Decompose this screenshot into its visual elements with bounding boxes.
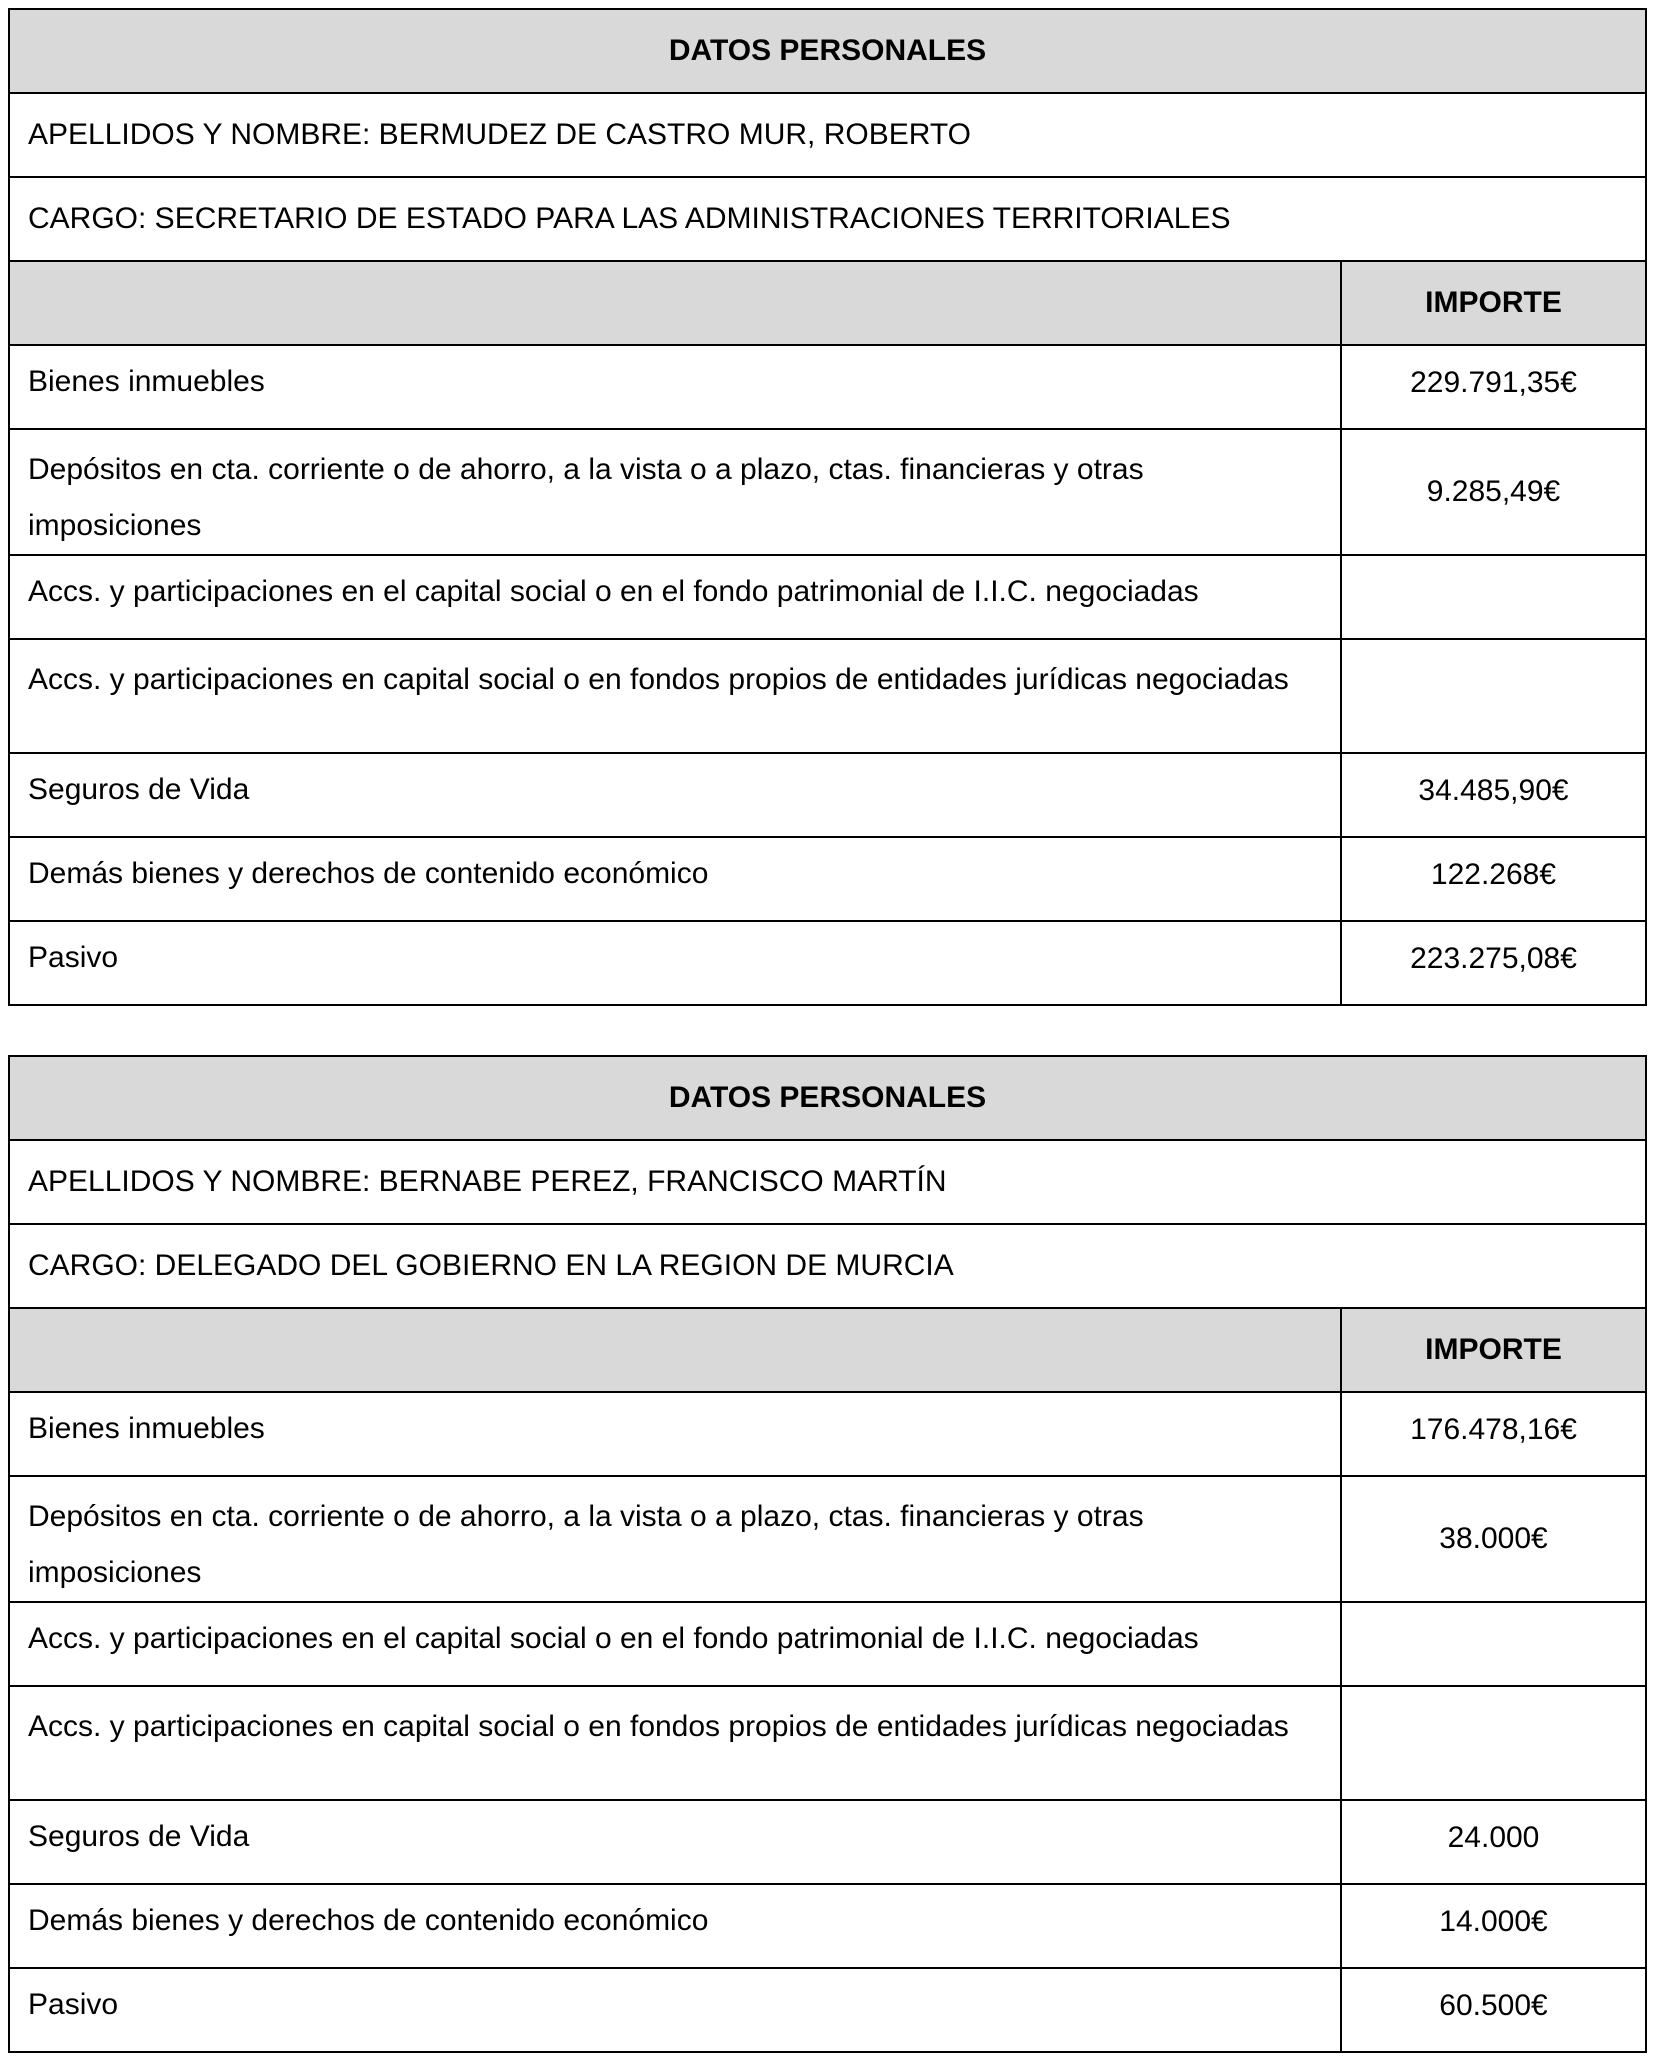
row-concept: Pasivo [9,1968,1341,2052]
row-concept: Seguros de Vida [9,1800,1341,1884]
row-amount: 14.000€ [1341,1884,1646,1968]
row-amount: 38.000€ [1341,1476,1646,1602]
row-concept: Accs. y participaciones en el capital social o en el fondo patrimonial de I.I.C. negociadas [9,555,1341,639]
table-row [9,753,1646,837]
row-amount: 34.485,90€ [1341,753,1646,837]
row-amount: 9.285,49€ [1341,429,1646,555]
declaration-table-2 [8,1055,1647,2053]
row-amount: 122.268€ [1341,837,1646,921]
row-amount: 60.500€ [1341,1968,1646,2052]
amount-column-header: IMPORTE [1341,261,1646,345]
table-row [9,1968,1646,2052]
table-row [9,921,1646,1005]
row-concept: Demás bienes y derechos de contenido económico [9,1884,1341,1968]
concept-column-header [9,261,1341,345]
section-title: DATOS PERSONALES [9,9,1646,93]
row-concept: Bienes inmuebles [9,1392,1341,1476]
table-row [9,345,1646,429]
row-amount [1341,639,1646,753]
row-amount: 24.000 [1341,1800,1646,1884]
row-concept: Depósitos en cta. corriente o de ahorro, a la vista o a plazo, ctas. financieras y otras imposiciones [9,1476,1341,1602]
row-concept: Accs. y participaciones en capital social o en fondos propios de entidades jurídicas negociadas [9,1686,1341,1800]
row-concept: Bienes inmuebles [9,345,1341,429]
row-concept: Demás bienes y derechos de contenido económico [9,837,1341,921]
row-concept: Accs. y participaciones en el capital social o en el fondo patrimonial de I.I.C. negociadas [9,1602,1341,1686]
table-row [9,639,1646,753]
row-concept: Seguros de Vida [9,753,1341,837]
table-row [9,555,1646,639]
row-amount: 223.275,08€ [1341,921,1646,1005]
amount-column-header: IMPORTE [1341,1308,1646,1392]
table-row [9,429,1646,555]
position-line: CARGO: SECRETARIO DE ESTADO PARA LAS ADMINISTRACIONES TERRITORIALES [9,177,1646,261]
table-row [9,1476,1646,1602]
table-row [9,1884,1646,1968]
row-amount [1341,1602,1646,1686]
row-amount: 176.478,16€ [1341,1392,1646,1476]
position-line: CARGO: DELEGADO DEL GOBIERNO EN LA REGION DE MURCIA [9,1224,1646,1308]
declaration-table-1 [8,8,1647,1006]
row-amount [1341,1686,1646,1800]
table-row [9,837,1646,921]
section-title: DATOS PERSONALES [9,1056,1646,1140]
row-amount: 229.791,35€ [1341,345,1646,429]
row-concept: Pasivo [9,921,1341,1005]
table-row [9,1686,1646,1800]
row-concept: Depósitos en cta. corriente o de ahorro, a la vista o a plazo, ctas. financieras y otras imposiciones [9,429,1341,555]
concept-column-header [9,1308,1341,1392]
name-line: APELLIDOS Y NOMBRE: BERMUDEZ DE CASTRO MUR, ROBERTO [9,93,1646,177]
table-row [9,1392,1646,1476]
row-concept: Accs. y participaciones en capital social o en fondos propios de entidades jurídicas negociadas [9,639,1341,753]
row-amount [1341,555,1646,639]
table-row [9,1800,1646,1884]
table-row [9,1602,1646,1686]
name-line: APELLIDOS Y NOMBRE: BERNABE PEREZ, FRANCISCO MARTÍN [9,1140,1646,1224]
